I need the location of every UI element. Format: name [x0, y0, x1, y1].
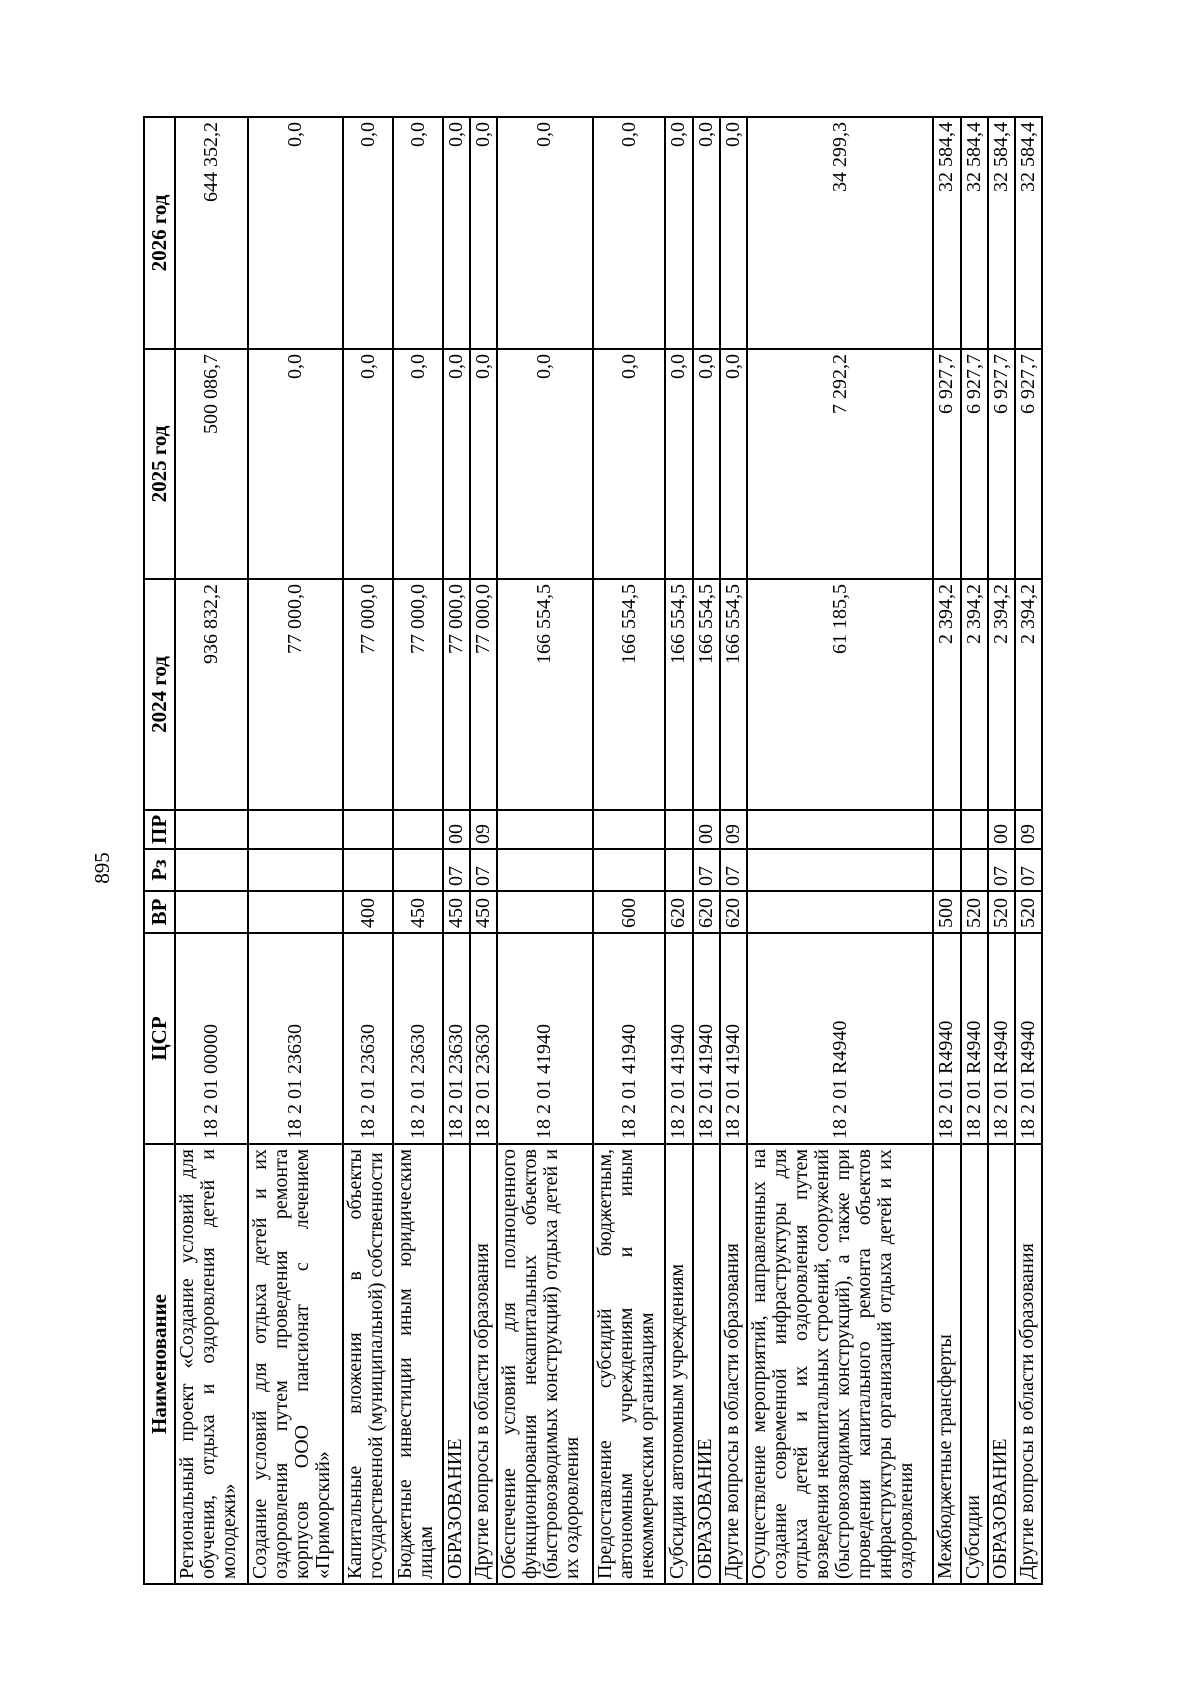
cell-name: Предоставление субсидий бюджетным, автономным учреждениям и иным некоммерческим организациям: [593, 1144, 666, 1584]
table-row: [961, 117, 988, 1584]
cell-pr: [961, 810, 988, 849]
cell-2026: 0,0: [693, 117, 720, 349]
cell-2025: 0,0: [720, 349, 747, 579]
cell-rz: [343, 849, 393, 891]
cell-rz: [248, 849, 343, 891]
cell-csr: 18 2 01 41940: [693, 933, 720, 1144]
table-row: [443, 117, 470, 1584]
cell-csr: 18 2 01 41940: [720, 933, 747, 1144]
cell-vr: 620: [720, 891, 747, 933]
cell-csr: 18 2 01 00000: [175, 933, 248, 1144]
table-rotated-container: [143, 118, 1043, 1585]
cell-2025: 6 927,7: [1015, 349, 1042, 579]
header-2024: 2024 год: [144, 579, 175, 810]
cell-name: Обеспечение условий для полноценного функционирования некапитальных объектов (быстровозводимых конструкций) отдыха детей и их оздоровления: [497, 1144, 592, 1584]
cell-2025: 0,0: [443, 349, 470, 579]
table-row: [593, 117, 666, 1584]
cell-2025: 0,0: [343, 349, 393, 579]
cell-2026: 32 584,4: [1015, 117, 1042, 349]
cell-csr: 18 2 01 41940: [593, 933, 666, 1144]
cell-2026: 0,0: [665, 117, 692, 349]
table-row: [175, 117, 248, 1584]
table-row: [665, 117, 692, 1584]
cell-2024: 77 000,0: [443, 579, 470, 810]
cell-pr: 00: [988, 810, 1015, 849]
table-row: [720, 117, 747, 1584]
cell-csr: 18 2 01 23630: [248, 933, 343, 1144]
cell-vr: 450: [443, 891, 470, 933]
cell-2025: 500 086,7: [175, 349, 248, 579]
cell-csr: 18 2 01 41940: [665, 933, 692, 1144]
cell-2026: 32 584,4: [988, 117, 1015, 349]
cell-2025: 6 927,7: [961, 349, 988, 579]
cell-2026: 0,0: [497, 117, 592, 349]
cell-2024: 61 185,5: [747, 579, 934, 810]
cell-vr: 450: [393, 891, 443, 933]
table-row: [933, 117, 960, 1584]
cell-vr: 500: [933, 891, 960, 933]
cell-pr: 09: [1015, 810, 1042, 849]
cell-2024: 77 000,0: [393, 579, 443, 810]
cell-2024: 166 554,5: [593, 579, 666, 810]
header-name: Наименование: [144, 1144, 175, 1584]
cell-name: Межбюджетные трансферты: [933, 1144, 960, 1584]
cell-pr: [343, 810, 393, 849]
cell-2026: 0,0: [393, 117, 443, 349]
cell-pr: 09: [470, 810, 497, 849]
cell-2026: 0,0: [443, 117, 470, 349]
cell-2025: 6 927,7: [933, 349, 960, 579]
cell-name: Региональный проект «Создание условий для обучения, отдыха и оздоровления детей и молодежи»: [175, 1144, 248, 1584]
cell-csr: 18 2 01 41940: [497, 933, 592, 1144]
table-row: [747, 117, 934, 1584]
cell-2026: 0,0: [470, 117, 497, 349]
cell-2025: 0,0: [593, 349, 666, 579]
cell-csr: 18 2 01 R4940: [1015, 933, 1042, 1144]
cell-vr: 520: [961, 891, 988, 933]
cell-pr: 00: [443, 810, 470, 849]
cell-name: Другие вопросы в области образования: [720, 1144, 747, 1584]
cell-vr: 620: [665, 891, 692, 933]
cell-vr: 520: [988, 891, 1015, 933]
cell-pr: [665, 810, 692, 849]
table-row: [693, 117, 720, 1584]
cell-2025: 0,0: [470, 349, 497, 579]
cell-csr: 18 2 01 R4940: [747, 933, 934, 1144]
cell-rz: 07: [470, 849, 497, 891]
table-row: [393, 117, 443, 1584]
header-csr: ЦСР: [144, 933, 175, 1144]
header-2026: 2026 год: [144, 117, 175, 349]
cell-2025: 0,0: [497, 349, 592, 579]
cell-2024: 166 554,5: [720, 579, 747, 810]
header-vr: ВР: [144, 891, 175, 933]
cell-2024: 2 394,2: [988, 579, 1015, 810]
cell-rz: [665, 849, 692, 891]
cell-csr: 18 2 01 R4940: [961, 933, 988, 1144]
cell-csr: 18 2 01 23630: [393, 933, 443, 1144]
cell-vr: 600: [593, 891, 666, 933]
cell-2024: 2 394,2: [1015, 579, 1042, 810]
cell-2025: 0,0: [248, 349, 343, 579]
cell-csr: 18 2 01 23630: [443, 933, 470, 1144]
cell-csr: 18 2 01 R4940: [988, 933, 1015, 1144]
cell-vr: [497, 891, 592, 933]
cell-name: Субсидии: [961, 1144, 988, 1584]
cell-pr: [593, 810, 666, 849]
cell-2026: 32 584,4: [933, 117, 960, 349]
cell-2024: 166 554,5: [665, 579, 692, 810]
cell-pr: [933, 810, 960, 849]
budget-table: [143, 116, 1043, 1585]
cell-vr: [747, 891, 934, 933]
cell-2026: 0,0: [343, 117, 393, 349]
cell-rz: [933, 849, 960, 891]
table-row: [497, 117, 592, 1584]
cell-2024: 2 394,2: [961, 579, 988, 810]
cell-vr: 400: [343, 891, 393, 933]
cell-vr: 520: [1015, 891, 1042, 933]
cell-vr: 450: [470, 891, 497, 933]
cell-name: Другие вопросы в области образования: [1015, 1144, 1042, 1584]
table-row: [470, 117, 497, 1584]
cell-rz: 07: [1015, 849, 1042, 891]
cell-rz: 07: [988, 849, 1015, 891]
cell-name: Капитальные вложения в объекты государственной (муниципальной) собственности: [343, 1144, 393, 1584]
cell-name: Создание условий для отдыха детей и их оздоровления путем проведения ремонта корпусов ООО пансионат с лечением «Приморский»: [248, 1144, 343, 1584]
table-body: [175, 117, 1042, 1584]
cell-pr: [393, 810, 443, 849]
cell-2026: 0,0: [593, 117, 666, 349]
table-row: [248, 117, 343, 1584]
cell-name: Другие вопросы в области образования: [470, 1144, 497, 1584]
header-row: [144, 117, 175, 1584]
cell-2024: 77 000,0: [248, 579, 343, 810]
cell-pr: 00: [693, 810, 720, 849]
cell-rz: 07: [693, 849, 720, 891]
cell-2026: 34 299,3: [747, 117, 934, 349]
cell-2024: 2 394,2: [933, 579, 960, 810]
cell-name: Бюджетные инвестиции иным юридическим лицам: [393, 1144, 443, 1584]
cell-2025: 6 927,7: [988, 349, 1015, 579]
cell-vr: [248, 891, 343, 933]
cell-rz: 07: [443, 849, 470, 891]
cell-pr: 09: [720, 810, 747, 849]
cell-rz: [393, 849, 443, 891]
cell-rz: [593, 849, 666, 891]
header-rz: Рз: [144, 849, 175, 891]
cell-2024: 936 832,2: [175, 579, 248, 810]
cell-2024: 77 000,0: [470, 579, 497, 810]
cell-2026: 0,0: [720, 117, 747, 349]
header-2025: 2025 год: [144, 349, 175, 579]
cell-2025: 0,0: [665, 349, 692, 579]
cell-name: ОБРАЗОВАНИЕ: [443, 1144, 470, 1584]
cell-pr: [497, 810, 592, 849]
table-row: [1015, 117, 1042, 1584]
header-pr: ПР: [144, 810, 175, 849]
cell-rz: [497, 849, 592, 891]
cell-rz: [175, 849, 248, 891]
cell-name: ОБРАЗОВАНИЕ: [988, 1144, 1015, 1584]
cell-rz: 07: [720, 849, 747, 891]
cell-pr: [747, 810, 934, 849]
cell-2024: 166 554,5: [693, 579, 720, 810]
page-number: 895: [90, 852, 114, 884]
cell-name: ОБРАЗОВАНИЕ: [693, 1144, 720, 1584]
cell-2025: 0,0: [693, 349, 720, 579]
cell-2026: 32 584,4: [961, 117, 988, 349]
cell-pr: [248, 810, 343, 849]
cell-csr: 18 2 01 R4940: [933, 933, 960, 1144]
cell-2024: 77 000,0: [343, 579, 393, 810]
cell-2024: 166 554,5: [497, 579, 592, 810]
cell-rz: [961, 849, 988, 891]
cell-vr: [175, 891, 248, 933]
cell-vr: 620: [693, 891, 720, 933]
cell-2025: 7 292,2: [747, 349, 934, 579]
table-row: [988, 117, 1015, 1584]
cell-csr: 18 2 01 23630: [343, 933, 393, 1144]
cell-csr: 18 2 01 23630: [470, 933, 497, 1144]
cell-2026: 0,0: [248, 117, 343, 349]
cell-rz: [747, 849, 934, 891]
cell-2025: 0,0: [393, 349, 443, 579]
cell-pr: [175, 810, 248, 849]
cell-name: Осуществление мероприятий, направленных на создание современной инфраструктуры для отдыха детей и их оздоровления путем возведения некапитальных строений, сооружений (быстровозводимых конструкций), а также при проведении капитального ремонта объектов инфраструктуры организаций отдыха детей и их оздоровления: [747, 1144, 934, 1584]
cell-name: Субсидии автономным учреждениям: [665, 1144, 692, 1584]
cell-2026: 644 352,2: [175, 117, 248, 349]
table-row: [343, 117, 393, 1584]
